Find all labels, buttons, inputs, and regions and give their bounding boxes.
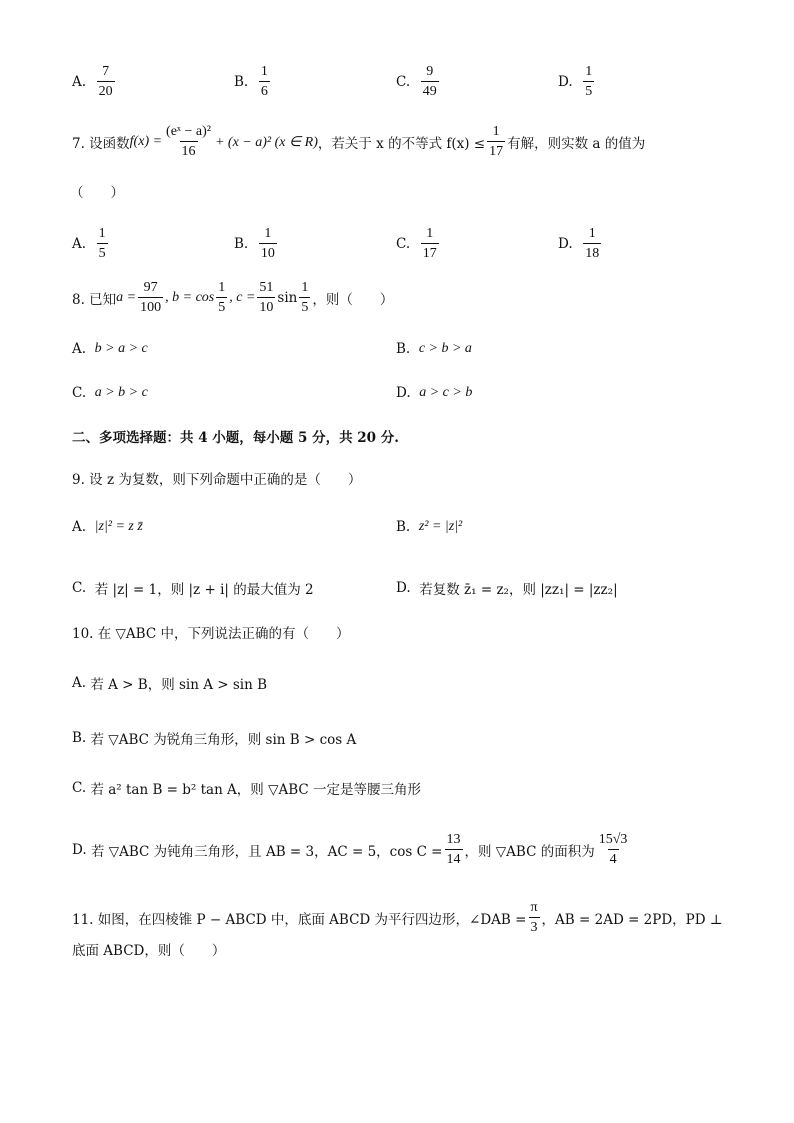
q10-option-a: A. 若 A > B，则 sin A > sin B xyxy=(72,675,268,693)
q9-stem: 9. 设 z 为复数，则下列命题中正确的是（ ） xyxy=(72,472,362,488)
q9-option-c: C. 若 |z| = 1，则 |z + i| 的最大值为 2 xyxy=(72,580,314,598)
q9-option-d: D. 若复数 z̄₁ = z₂，则 |zz₁| = |zz₂| xyxy=(396,580,618,598)
q11-stem-line2: 底面 ABCD，则（ ） xyxy=(72,943,226,959)
fraction: $\frac{1}{5}$ xyxy=(301,280,309,315)
q8-stem: 8. 已知 a = $\frac{97}{100}$ , b = cos $\frac{1}{5}$ , c = $\frac{51}{10}$ sin $\frac{1}{5}$ ，则（ ） xyxy=(72,280,394,315)
q7-stem: 7. 设函数 f(x) = $\frac{\text{(eˣ − a)²}}{16}$ + (x − a)² (x ∈ R) ，若关于 x 的不等式 f(x) ≤ $\frac{1}{17}$ 有解，则实数 a 的值为 xyxy=(72,124,646,159)
option-label: B. xyxy=(234,74,249,90)
q6-option-d xyxy=(558,64,596,100)
q6-option-c xyxy=(396,64,441,100)
option-label: C. xyxy=(396,74,411,90)
q10-stem: 10. 在 ▽ABC 中，下列说法正确的有（ ） xyxy=(72,626,350,642)
fraction: $\frac{1}{18}$ xyxy=(585,226,600,261)
fraction: $\frac{\text{(eˣ − a)²}}{16}$ xyxy=(166,124,211,159)
q7-option-d: D. $\frac{1}{18}$ xyxy=(558,226,600,261)
q7-paren: （ ） xyxy=(70,185,124,201)
q11-stem-line1: 11. 如图，在四棱锥 P − ABCD 中，底面 ABCD 为平行四边形，∠DAB = $\frac{\pi}{3}$ ，AB = 2AD = 2PD，PD ⊥ xyxy=(72,900,723,935)
q9-option-b: B. z² = |z|² xyxy=(396,519,463,535)
q7-option-c: C. $\frac{1}{17}$ xyxy=(396,226,437,261)
q10-option-d: D. 若 ▽ABC 为钝角三角形，且 AB = 3，AC = 5，cos C = $\frac{13}{14}$ ，则 ▽ABC 的面积为 $\frac{15√3}{4}$ xyxy=(72,832,628,867)
fraction: $\frac{1}{6}$ xyxy=(260,64,268,99)
q8-option-d: D. a > c > b xyxy=(396,385,473,401)
fraction: $\frac{51}{10}$ xyxy=(259,280,274,315)
fraction: $\frac{1}{5}$ xyxy=(218,280,226,315)
fraction: $\frac{9}{49}$ xyxy=(422,64,437,99)
option-label: D. xyxy=(558,74,573,90)
q7-option-a: A. $\frac{1}{5}$ xyxy=(72,226,106,261)
option-label: A. xyxy=(72,74,87,90)
fraction: $\frac{13}{14}$ xyxy=(446,832,461,867)
fraction: $\frac{7}{20}$ xyxy=(98,64,113,99)
q10-option-c: C. 若 a² tan B = b² tan A，则 ▽ABC 一定是等腰三角形 xyxy=(72,780,422,798)
q10-option-b: B. 若 ▽ABC 为锐角三角形，则 sin B > cos A xyxy=(72,730,357,748)
q8-option-c: C. a > b > c xyxy=(72,385,148,401)
fraction: $\frac{15√3}{4}$ xyxy=(598,832,628,867)
fraction: $\frac{1}{17}$ xyxy=(422,226,437,261)
q6-option-b xyxy=(234,64,272,100)
function-name: f(x) = xyxy=(129,134,163,149)
section-heading: 二、多项选择题：共 4 小题，每小题 5 分，共 20 分. xyxy=(72,430,399,446)
fraction: $\frac{\pi}{3}$ xyxy=(530,900,538,935)
q6-option-a xyxy=(72,64,117,100)
q7-option-b: B. $\frac{1}{10}$ xyxy=(234,226,275,261)
fraction: $\frac{1}{17}$ xyxy=(489,124,504,159)
fraction: $\frac{97}{100}$ xyxy=(140,280,162,315)
fraction: $\frac{1}{5}$ xyxy=(585,64,593,99)
fraction: $\frac{1}{5}$ xyxy=(98,226,106,261)
q8-option-b: B. c > b > a xyxy=(396,341,472,357)
q9-option-a: A. |z|² = z z̄ xyxy=(72,519,143,535)
fraction: $\frac{1}{10}$ xyxy=(260,226,275,261)
q8-option-a: A. b > a > c xyxy=(72,341,148,357)
